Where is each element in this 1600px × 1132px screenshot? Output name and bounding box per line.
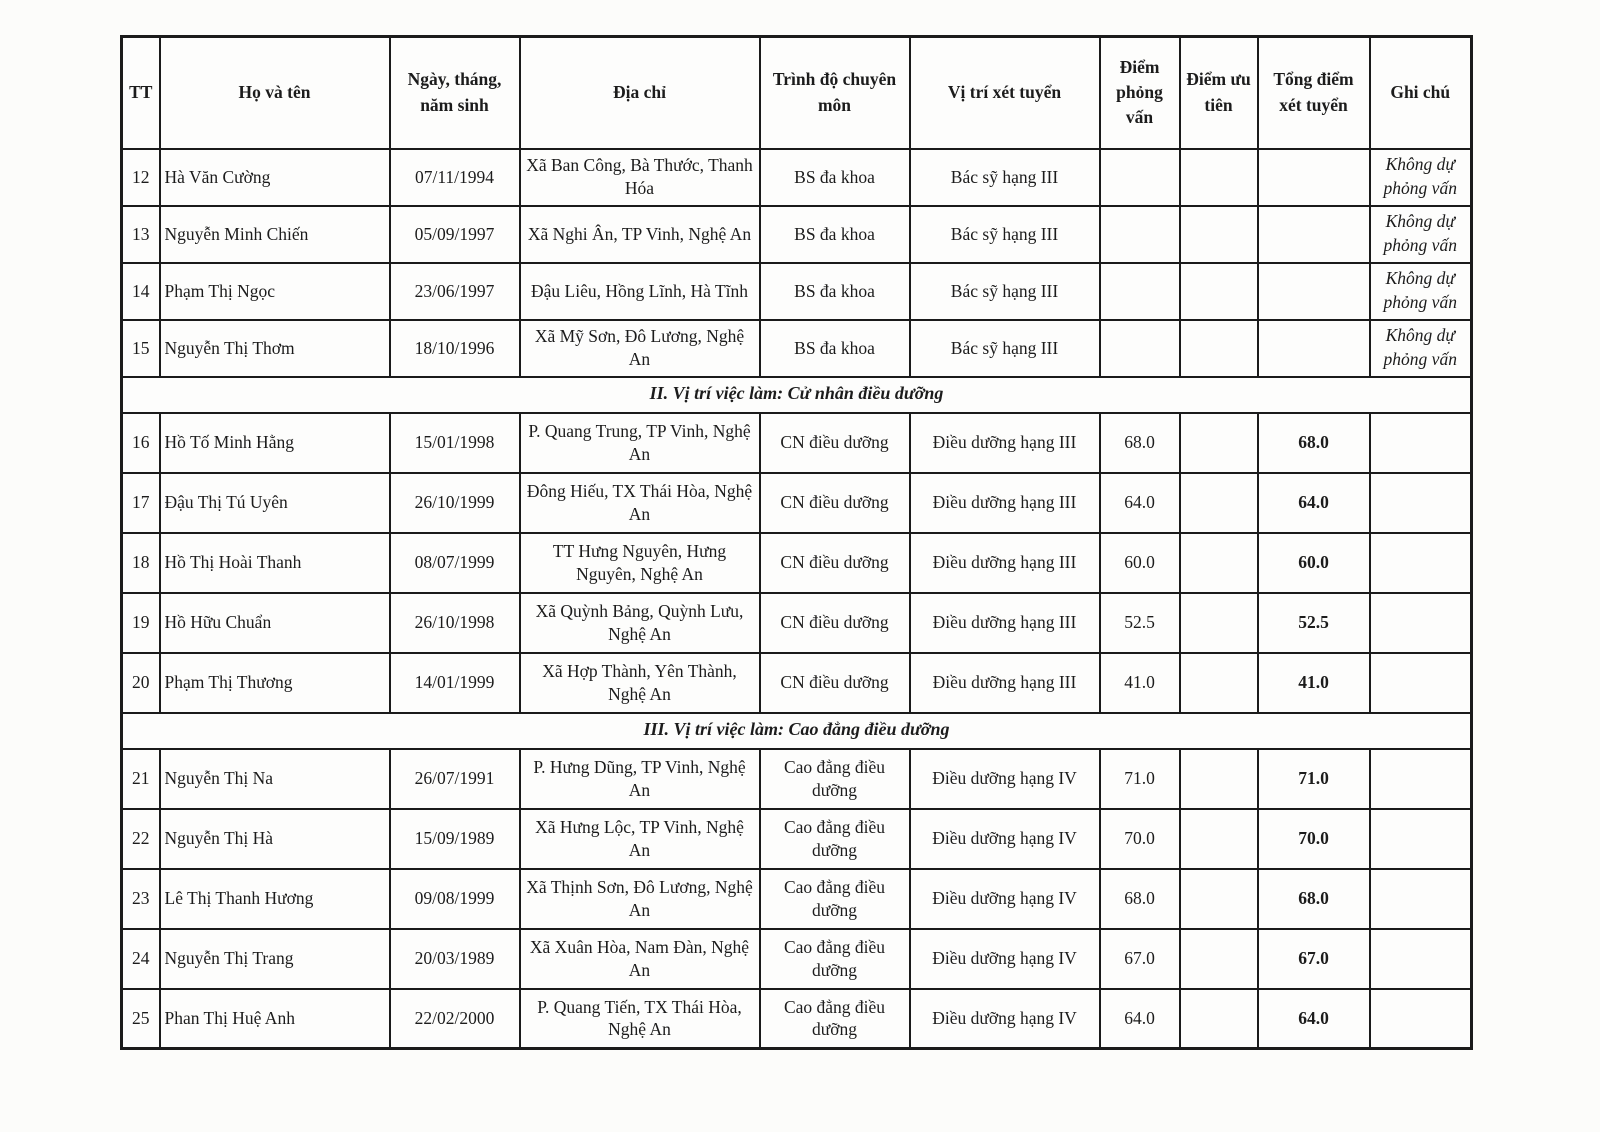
cell-priority [1180, 149, 1258, 206]
cell-note [1370, 929, 1472, 989]
cell-note [1370, 869, 1472, 929]
cell-interview: 52.5 [1100, 593, 1180, 653]
cell-total: 68.0 [1258, 869, 1370, 929]
column-header-address: Địa chỉ [520, 37, 760, 149]
cell-interview [1100, 206, 1180, 263]
cell-dob: 08/07/1999 [390, 533, 520, 593]
cell-tt: 12 [122, 149, 160, 206]
column-header-total: Tổng điểm xét tuyển [1258, 37, 1370, 149]
cell-priority [1180, 869, 1258, 929]
cell-interview [1100, 320, 1180, 377]
cell-total: 67.0 [1258, 929, 1370, 989]
cell-note [1370, 653, 1472, 713]
cell-position: Bác sỹ hạng III [910, 263, 1100, 320]
cell-tt: 16 [122, 413, 160, 473]
cell-total [1258, 206, 1370, 263]
cell-position: Bác sỹ hạng III [910, 320, 1100, 377]
cell-address: P. Hưng Dũng, TP Vinh, Nghệ An [520, 749, 760, 809]
cell-dob: 26/07/1991 [390, 749, 520, 809]
cell-priority [1180, 206, 1258, 263]
cell-position: Bác sỹ hạng III [910, 206, 1100, 263]
cell-name: Đậu Thị Tú Uyên [160, 473, 390, 533]
cell-name: Phạm Thị Thương [160, 653, 390, 713]
cell-note: Không dự phỏng vấn [1370, 149, 1472, 206]
cell-priority [1180, 413, 1258, 473]
cell-note [1370, 593, 1472, 653]
cell-priority [1180, 533, 1258, 593]
cell-dob: 26/10/1999 [390, 473, 520, 533]
cell-degree: BS đa khoa [760, 149, 910, 206]
cell-tt: 19 [122, 593, 160, 653]
cell-position: Điều dưỡng hạng IV [910, 749, 1100, 809]
cell-priority [1180, 263, 1258, 320]
header-row [122, 37, 1472, 149]
cell-tt: 18 [122, 533, 160, 593]
cell-name: Hồ Thị Hoài Thanh [160, 533, 390, 593]
cell-dob: 18/10/1996 [390, 320, 520, 377]
cell-address: Xã Thịnh Sơn, Đô Lương, Nghệ An [520, 869, 760, 929]
cell-dob: 14/01/1999 [390, 653, 520, 713]
cell-name: Nguyễn Thị Thơm [160, 320, 390, 377]
cell-note [1370, 413, 1472, 473]
cell-total: 70.0 [1258, 809, 1370, 869]
column-header-position: Vị trí xét tuyển [910, 37, 1100, 149]
cell-name: Nguyễn Thị Trang [160, 929, 390, 989]
cell-name: Nguyễn Minh Chiến [160, 206, 390, 263]
cell-position: Điều dưỡng hạng III [910, 533, 1100, 593]
cell-priority [1180, 593, 1258, 653]
cell-address: Xã Nghi Ân, TP Vinh, Nghệ An [520, 206, 760, 263]
cell-position: Bác sỹ hạng III [910, 149, 1100, 206]
column-header-tt: TT [122, 37, 160, 149]
cell-degree: CN điều dưỡng [760, 533, 910, 593]
cell-priority [1180, 989, 1258, 1049]
cell-position: Điều dưỡng hạng III [910, 473, 1100, 533]
cell-address: Xã Mỹ Sơn, Đô Lương, Nghệ An [520, 320, 760, 377]
cell-total: 64.0 [1258, 989, 1370, 1049]
table-row [122, 929, 1472, 989]
section-title: III. Vị trí việc làm: Cao đẳng điều dưỡng [122, 713, 1472, 749]
cell-position: Điều dưỡng hạng IV [910, 929, 1100, 989]
table-row [122, 413, 1472, 473]
cell-degree: Cao đẳng điều dưỡng [760, 929, 910, 989]
table-row [122, 533, 1472, 593]
cell-note [1370, 473, 1472, 533]
cell-degree: CN điều dưỡng [760, 473, 910, 533]
cell-address: Xã Quỳnh Bảng, Quỳnh Lưu, Nghệ An [520, 593, 760, 653]
cell-note: Không dự phỏng vấn [1370, 206, 1472, 263]
cell-tt: 24 [122, 929, 160, 989]
cell-interview [1100, 149, 1180, 206]
cell-dob: 07/11/1994 [390, 149, 520, 206]
table-row [122, 473, 1472, 533]
cell-degree: CN điều dưỡng [760, 413, 910, 473]
column-header-dob: Ngày, tháng, năm sinh [390, 37, 520, 149]
cell-name: Phan Thị Huệ Anh [160, 989, 390, 1049]
cell-name: Phạm Thị Ngọc [160, 263, 390, 320]
column-header-note: Ghi chú [1370, 37, 1472, 149]
cell-note [1370, 749, 1472, 809]
cell-priority [1180, 653, 1258, 713]
cell-tt: 21 [122, 749, 160, 809]
cell-address: P. Quang Trung, TP Vinh, Nghệ An [520, 413, 760, 473]
cell-position: Điều dưỡng hạng IV [910, 869, 1100, 929]
cell-interview: 60.0 [1100, 533, 1180, 593]
cell-address: Đậu Liêu, Hồng Lĩnh, Hà Tĩnh [520, 263, 760, 320]
cell-total [1258, 320, 1370, 377]
table-row [122, 809, 1472, 869]
cell-interview: 68.0 [1100, 869, 1180, 929]
cell-address: Xã Ban Công, Bà Thước, Thanh Hóa [520, 149, 760, 206]
column-header-degree: Trình độ chuyên môn [760, 37, 910, 149]
cell-address: Đông Hiếu, TX Thái Hòa, Nghệ An [520, 473, 760, 533]
cell-priority [1180, 929, 1258, 989]
table-row [122, 206, 1472, 263]
cell-position: Điều dưỡng hạng III [910, 653, 1100, 713]
cell-interview: 67.0 [1100, 929, 1180, 989]
cell-dob: 26/10/1998 [390, 593, 520, 653]
cell-priority [1180, 809, 1258, 869]
cell-note: Không dự phỏng vấn [1370, 320, 1472, 377]
column-header-priority: Điểm ưu tiên [1180, 37, 1258, 149]
cell-degree: Cao đẳng điều dưỡng [760, 749, 910, 809]
cell-position: Điều dưỡng hạng III [910, 413, 1100, 473]
cell-degree: CN điều dưỡng [760, 593, 910, 653]
cell-interview: 64.0 [1100, 473, 1180, 533]
column-header-name: Họ và tên [160, 37, 390, 149]
cell-dob: 22/02/2000 [390, 989, 520, 1049]
cell-interview: 70.0 [1100, 809, 1180, 869]
cell-position: Điều dưỡng hạng IV [910, 809, 1100, 869]
cell-dob: 09/08/1999 [390, 869, 520, 929]
cell-tt: 25 [122, 989, 160, 1049]
cell-tt: 22 [122, 809, 160, 869]
table-row [122, 989, 1472, 1049]
cell-tt: 23 [122, 869, 160, 929]
table-row [122, 263, 1472, 320]
applicant-table-body [122, 149, 1472, 1049]
cell-degree: BS đa khoa [760, 320, 910, 377]
cell-note [1370, 533, 1472, 593]
cell-total [1258, 149, 1370, 206]
section-title: II. Vị trí việc làm: Cử nhân điều dưỡng [122, 377, 1472, 413]
cell-tt: 20 [122, 653, 160, 713]
cell-tt: 15 [122, 320, 160, 377]
cell-note [1370, 809, 1472, 869]
cell-position: Điều dưỡng hạng III [910, 593, 1100, 653]
cell-total: 71.0 [1258, 749, 1370, 809]
cell-priority [1180, 473, 1258, 533]
cell-address: Xã Hưng Lộc, TP Vinh, Nghệ An [520, 809, 760, 869]
cell-dob: 23/06/1997 [390, 263, 520, 320]
cell-address: Xã Xuân Hòa, Nam Đàn, Nghệ An [520, 929, 760, 989]
column-header-interview: Điểm phỏng vấn [1100, 37, 1180, 149]
cell-interview [1100, 263, 1180, 320]
cell-interview: 68.0 [1100, 413, 1180, 473]
cell-dob: 20/03/1989 [390, 929, 520, 989]
cell-address: P. Quang Tiến, TX Thái Hòa, Nghệ An [520, 989, 760, 1049]
cell-note: Không dự phỏng vấn [1370, 263, 1472, 320]
cell-name: Hồ Hữu Chuẩn [160, 593, 390, 653]
cell-name: Hồ Tố Minh Hằng [160, 413, 390, 473]
table-row [122, 653, 1472, 713]
cell-total: 64.0 [1258, 473, 1370, 533]
cell-name: Nguyễn Thị Na [160, 749, 390, 809]
cell-address: TT Hưng Nguyên, Hưng Nguyên, Nghệ An [520, 533, 760, 593]
section-header-row [122, 377, 1472, 413]
table-row [122, 593, 1472, 653]
cell-total: 60.0 [1258, 533, 1370, 593]
cell-interview: 64.0 [1100, 989, 1180, 1049]
cell-degree: BS đa khoa [760, 263, 910, 320]
cell-total: 41.0 [1258, 653, 1370, 713]
cell-degree: Cao đẳng điều dưỡng [760, 809, 910, 869]
cell-tt: 17 [122, 473, 160, 533]
cell-name: Hà Văn Cường [160, 149, 390, 206]
cell-dob: 15/09/1989 [390, 809, 520, 869]
table-header [122, 37, 1472, 149]
cell-degree: Cao đẳng điều dưỡng [760, 869, 910, 929]
table-row [122, 749, 1472, 809]
cell-address: Xã Hợp Thành, Yên Thành, Nghệ An [520, 653, 760, 713]
cell-interview: 41.0 [1100, 653, 1180, 713]
cell-total [1258, 263, 1370, 320]
cell-position: Điều dưỡng hạng IV [910, 989, 1100, 1049]
cell-total: 52.5 [1258, 593, 1370, 653]
table-row [122, 869, 1472, 929]
cell-priority [1180, 320, 1258, 377]
cell-name: Lê Thị Thanh Hương [160, 869, 390, 929]
table-row [122, 149, 1472, 206]
cell-degree: CN điều dưỡng [760, 653, 910, 713]
cell-name: Nguyễn Thị Hà [160, 809, 390, 869]
section-header-row [122, 713, 1472, 749]
cell-degree: Cao đẳng điều dưỡng [760, 989, 910, 1049]
cell-degree: BS đa khoa [760, 206, 910, 263]
cell-tt: 13 [122, 206, 160, 263]
cell-tt: 14 [122, 263, 160, 320]
cell-priority [1180, 749, 1258, 809]
cell-dob: 05/09/1997 [390, 206, 520, 263]
cell-note [1370, 989, 1472, 1049]
cell-interview: 71.0 [1100, 749, 1180, 809]
cell-total: 68.0 [1258, 413, 1370, 473]
applicant-table [120, 35, 1473, 1050]
table-row [122, 320, 1472, 377]
cell-dob: 15/01/1998 [390, 413, 520, 473]
